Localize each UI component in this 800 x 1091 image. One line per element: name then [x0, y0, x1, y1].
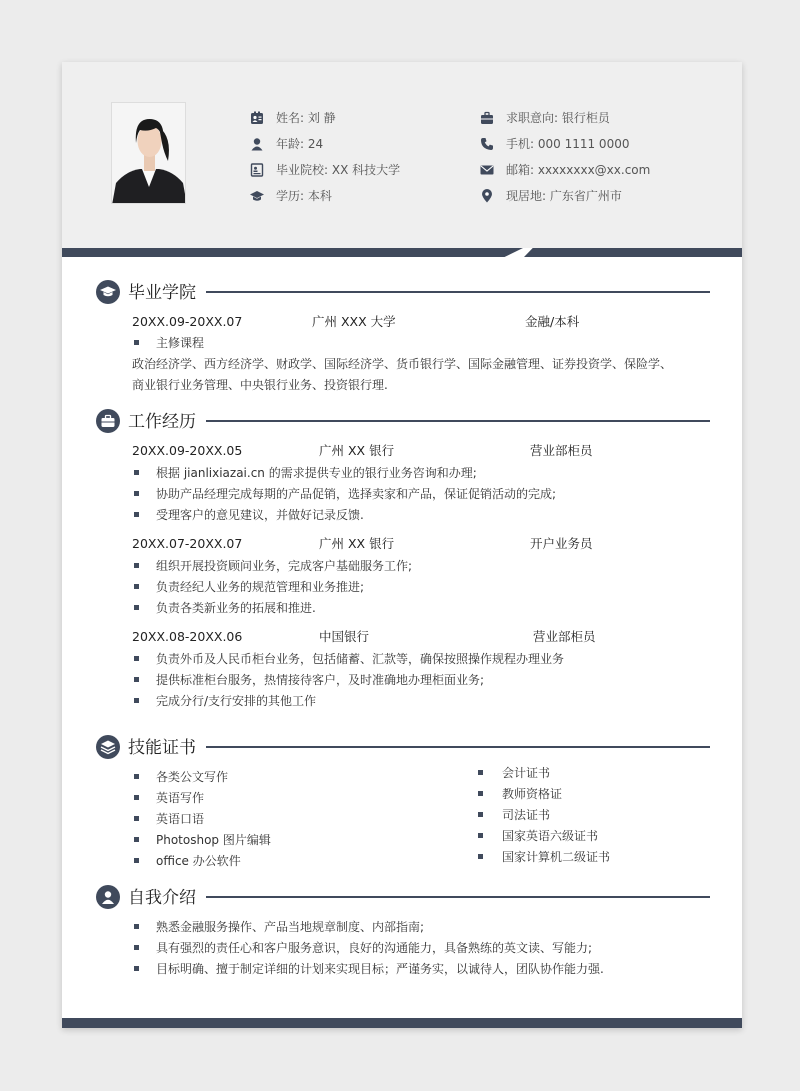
bullet [134, 858, 139, 863]
courses-line: 政治经济学、西方经济学、财政学、国际经济学、货币银行学、国际金融管理、证券投资学、保险学、 [132, 357, 673, 371]
map-pin-icon [480, 189, 494, 203]
education-section-title: 毕业学院 [128, 283, 196, 303]
education-school: 广州 XXX 大学 [312, 314, 396, 329]
section-divider [206, 291, 710, 293]
job-period: 20XX.08-20XX.06 [132, 629, 243, 644]
footer-bar [62, 1018, 742, 1028]
bullet [134, 837, 139, 842]
job-period: 20XX.07-20XX.07 [132, 536, 243, 551]
bullet [478, 770, 483, 775]
graduation-cap-icon [250, 189, 264, 203]
education-period: 20XX.09-20XX.07 [132, 314, 243, 329]
email-text: 邮箱: xxxxxxxx@xx.com [506, 163, 651, 177]
job-duty: 完成分行/支行安排的其他工作 [156, 694, 317, 708]
degree-text: 学历: 本科 [276, 189, 332, 203]
bullet [134, 491, 139, 496]
job-duty: 协助产品经理完成每期的产品促销，选择卖家和产品，保证促销活动的完成; [156, 487, 557, 501]
resume-page [62, 62, 742, 1028]
bullet [134, 512, 139, 517]
phone-text: 手机: 000 1111 0000 [506, 137, 630, 151]
job-company: 广州 XX 银行 [319, 443, 395, 458]
intro-item: 目标明确、擅于制定详细的计划来实现目标；严谨务实，以诚待人，团队协作能力强. [156, 962, 604, 976]
skill-item: 英语口语 [156, 812, 205, 826]
job-duty: 根据 jianlixiazai.cn 的需求提供专业的银行业务咨询和办理; [156, 466, 477, 480]
intro-section-title: 自我介绍 [128, 888, 196, 908]
certificate-item: 国家计算机二级证书 [502, 850, 611, 864]
certificate-item: 会计证书 [502, 766, 551, 780]
bullet [134, 605, 139, 610]
section-divider [206, 896, 710, 898]
skills-section-title: 技能证书 [128, 738, 196, 758]
name-text: 姓名: 刘 静 [276, 111, 336, 125]
bullet [478, 812, 483, 817]
bullet [134, 945, 139, 950]
job-position: 营业部柜员 [530, 443, 593, 458]
layers-icon [96, 735, 120, 759]
phone-icon [480, 137, 494, 151]
bullet [478, 791, 483, 796]
section-divider [206, 420, 710, 422]
document-icon [250, 163, 264, 177]
envelope-icon [480, 163, 494, 177]
user-icon [96, 885, 120, 909]
job-duty: 负责各类新业务的拓展和推进. [156, 601, 316, 615]
bullet [134, 563, 139, 568]
briefcase-icon [480, 111, 494, 125]
bullet [134, 584, 139, 589]
briefcase-icon [96, 409, 120, 433]
bullet [134, 470, 139, 475]
intro-item: 熟悉金融服务操作、产品当地规章制度、内部指南; [156, 920, 425, 934]
skill-item: office 办公软件 [156, 854, 241, 868]
job-duty: 负责经纪人业务的规范管理和业务推进; [156, 580, 365, 594]
courses-line: 商业银行业务管理、中央银行业务、投资银行理. [132, 378, 388, 392]
job-duty: 负责外币及人民币柜台业务，包括储蓄、汇款等，确保按照操作规程办理业务 [156, 652, 565, 666]
job-period: 20XX.09-20XX.05 [132, 443, 243, 458]
bullet [134, 795, 139, 800]
courses-label: 主修课程 [156, 336, 205, 350]
graduation-cap-icon [96, 280, 120, 304]
certificate-item: 教师资格证 [502, 787, 563, 801]
location-text: 现居地: 广东省广州市 [506, 189, 622, 203]
certificate-item: 国家英语六级证书 [502, 829, 599, 843]
bullet [134, 698, 139, 703]
bullet [134, 340, 139, 345]
bullet [478, 854, 483, 859]
age-text: 年龄: 24 [276, 137, 324, 151]
bullet [134, 924, 139, 929]
job-duty: 提供标准柜台服务，热情接待客户，及时准确地办理柜面业务; [156, 673, 485, 687]
profile-photo [111, 102, 186, 204]
education-major: 金融/本科 [525, 314, 580, 329]
objective-text: 求职意向: 银行柜员 [506, 111, 610, 125]
job-position: 开户业务员 [530, 536, 593, 551]
bullet [134, 816, 139, 821]
bullet [134, 966, 139, 971]
bullet [134, 656, 139, 661]
job-duty: 受理客户的意见建议，并做好记录反馈. [156, 508, 364, 522]
header-divider-right [524, 248, 742, 257]
school-text: 毕业院校: XX 科技大学 [276, 163, 401, 177]
work-section-title: 工作经历 [128, 412, 196, 432]
bullet [134, 774, 139, 779]
job-duty: 组织开展投资顾问业务，完成客户基础服务工作; [156, 559, 413, 573]
bullet [134, 677, 139, 682]
job-position: 营业部柜员 [533, 629, 596, 644]
id-card-icon [250, 111, 264, 125]
person-icon [250, 137, 264, 151]
intro-item: 具有强烈的责任心和客户服务意识，良好的沟通能力，具备熟练的英文读、写能力; [156, 941, 593, 955]
certificate-item: 司法证书 [502, 808, 551, 822]
job-company: 广州 XX 银行 [319, 536, 395, 551]
skill-item: 英语写作 [156, 791, 205, 805]
section-divider [206, 746, 710, 748]
job-company: 中国银行 [319, 629, 370, 644]
resume-header [62, 62, 742, 248]
skill-item: Photoshop 图片编辑 [156, 833, 271, 847]
bullet [478, 833, 483, 838]
skill-item: 各类公文写作 [156, 770, 229, 784]
header-divider-left [62, 248, 523, 257]
